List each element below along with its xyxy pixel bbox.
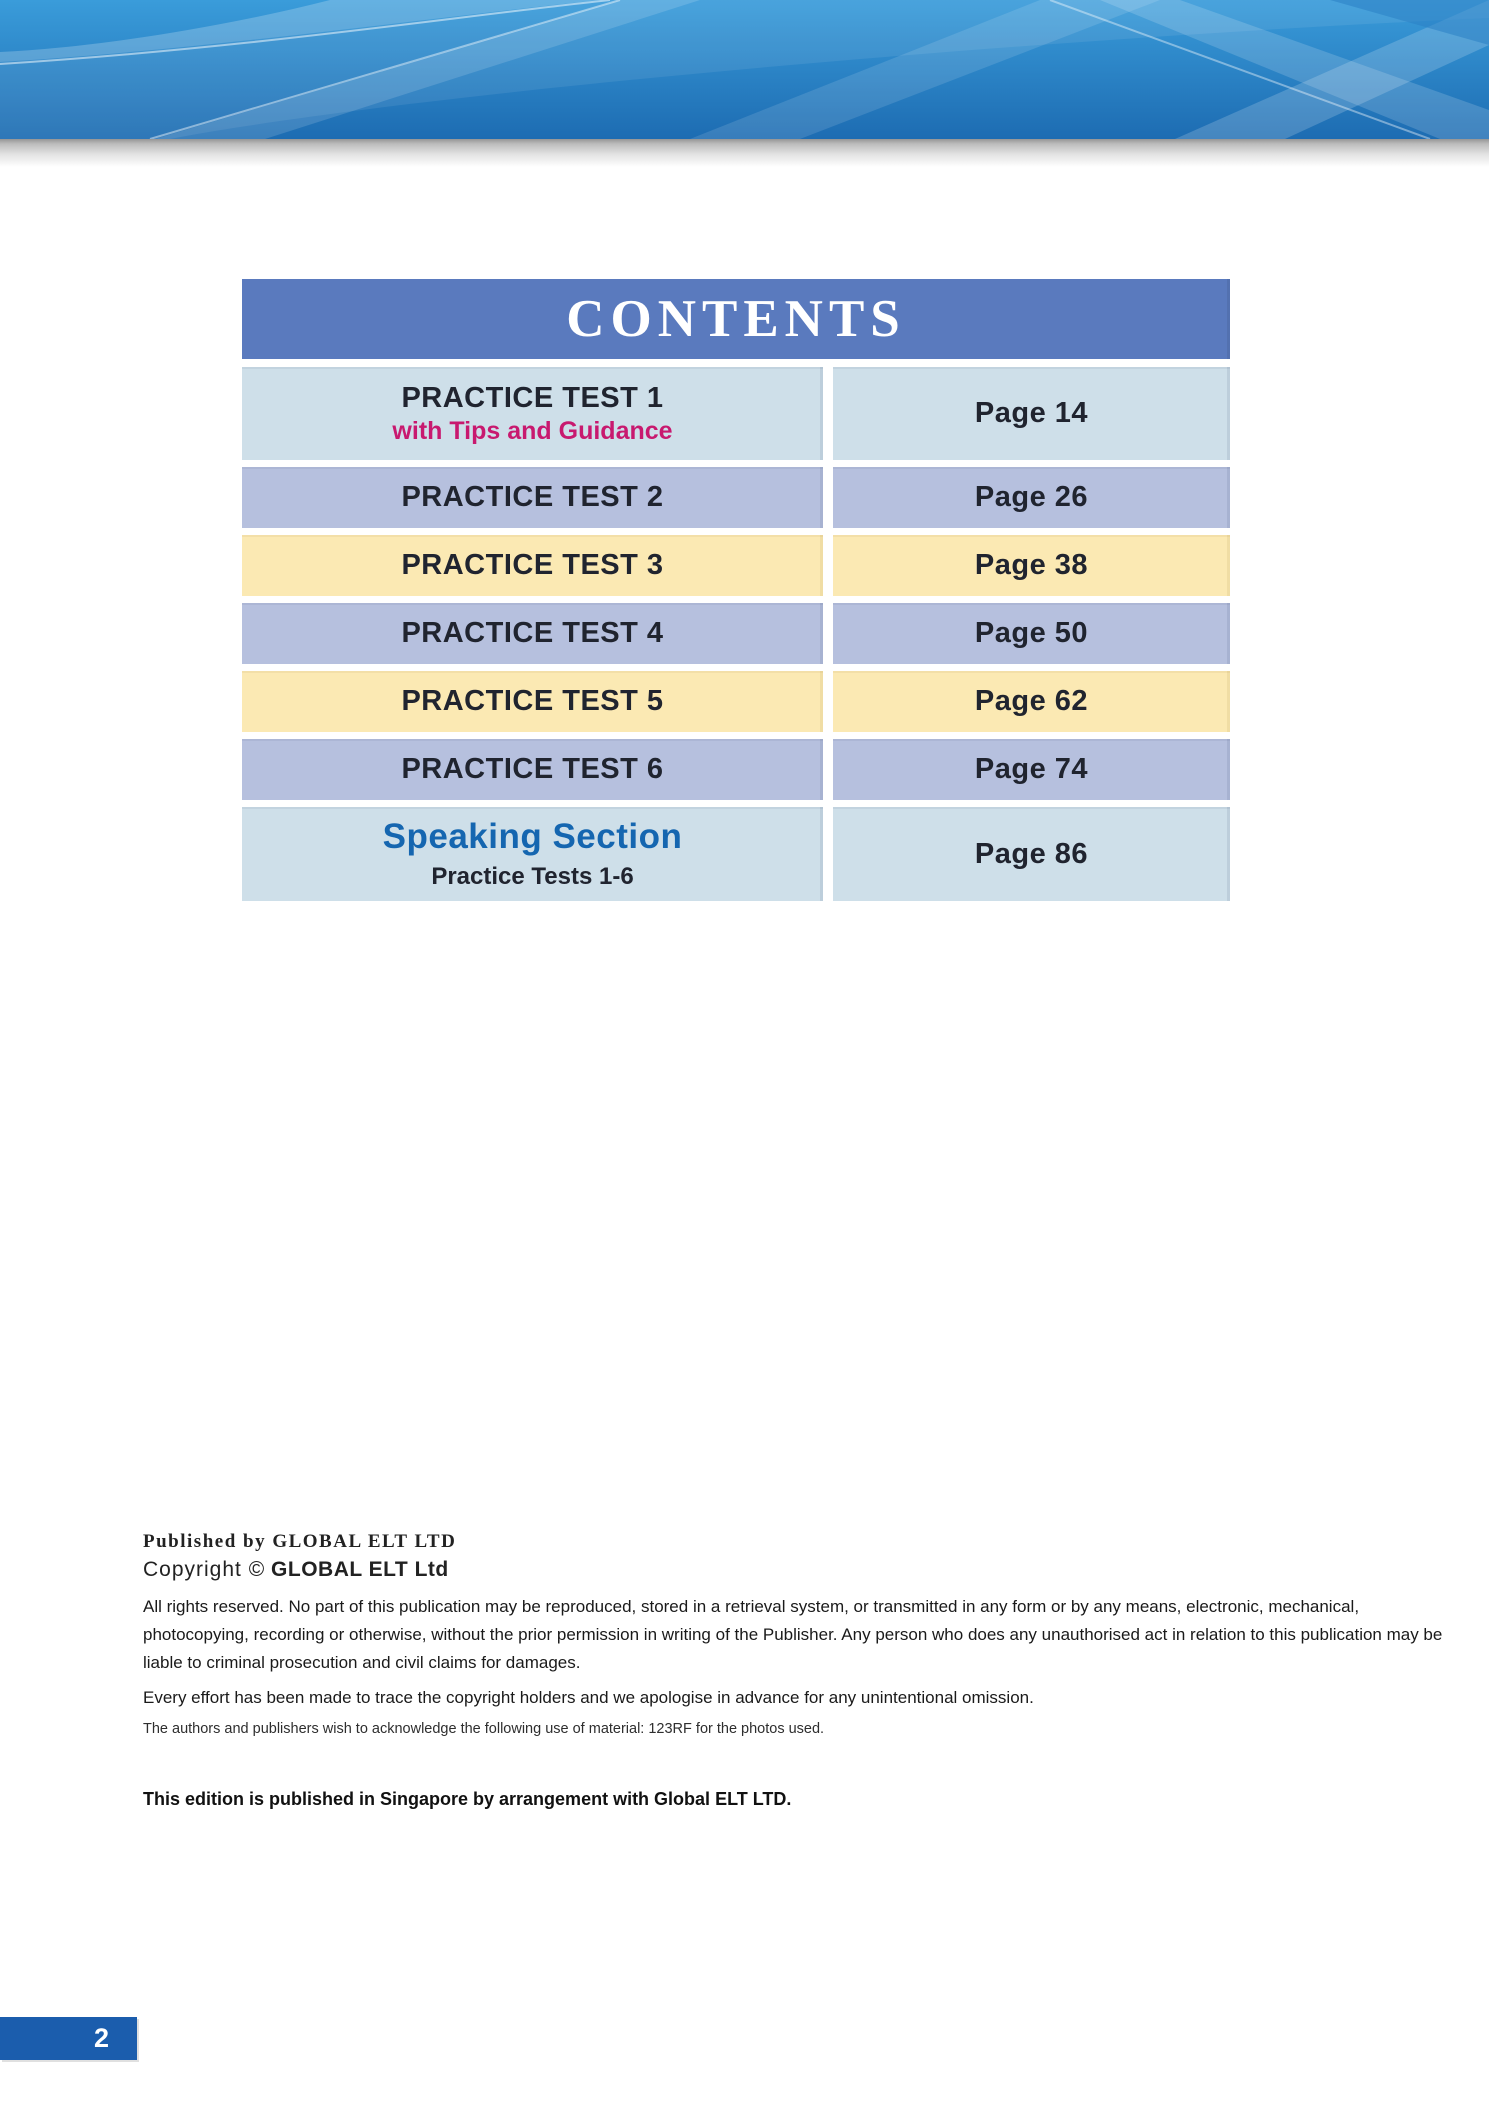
test-label: PRACTICE TEST 3 bbox=[401, 549, 664, 581]
imprint-block bbox=[143, 1531, 1443, 1810]
page-label: Page 14 bbox=[974, 397, 1089, 429]
test-label: PRACTICE TEST 4 bbox=[401, 617, 664, 649]
contents-title: CONTENTS bbox=[566, 290, 906, 348]
rights-paragraph: All rights reserved. No part of this publication may be reproduced, stored in a retrieval system, or transmitted in any form or by any means, electronic, mechanical, photocopying, recording or otherwise, without the prior permission in writing of the Publisher. Any person who does any unauthorised act in relation to this publication may be liable to criminal prosecution and civil claims for damages. bbox=[143, 1597, 1443, 1672]
page-label: Page 86 bbox=[974, 837, 1089, 870]
page-label: Page 62 bbox=[974, 685, 1089, 717]
toc-row-speaking-section bbox=[242, 807, 1230, 901]
page-label: Page 74 bbox=[974, 753, 1089, 785]
edition-line-text: This edition is published in Singapore by arrangement with Global bbox=[143, 1789, 716, 1809]
page-number-box bbox=[0, 2017, 137, 2060]
page-label: Page 38 bbox=[974, 549, 1089, 581]
copyright-effort-line: Every effort has been made to trace the copyright holders and we apologise in advance for any unintentional omission. bbox=[143, 1688, 1034, 1707]
copyright-prefix: Copyright © bbox=[143, 1558, 266, 1581]
toc-row-practice-test-5 bbox=[242, 671, 1230, 732]
toc-cell-page bbox=[833, 671, 1230, 732]
test-sublabel: with Tips and Guidance bbox=[392, 416, 673, 445]
toc-cell-label bbox=[242, 739, 823, 800]
toc-row-practice-test-3 bbox=[242, 535, 1230, 596]
toc-cell-page bbox=[833, 535, 1230, 596]
toc-cell-label bbox=[242, 603, 823, 664]
published-by-line: Published by GLOBAL ELT LTD bbox=[143, 1531, 457, 1552]
toc-cell-page bbox=[833, 807, 1230, 901]
toc-cell-page bbox=[833, 367, 1230, 460]
acknowledgement-line: The authors and publishers wish to acknowledge the following use of material: 123RF for the photos used. bbox=[143, 1721, 825, 1737]
banner-gray-divider bbox=[0, 139, 1489, 167]
test-label: PRACTICE TEST 1 bbox=[401, 381, 664, 414]
edition-line bbox=[143, 1789, 1443, 1810]
toc-cell-page bbox=[833, 603, 1230, 664]
contents-header bbox=[242, 279, 1230, 359]
speaking-section-title: Speaking Section bbox=[382, 817, 683, 856]
toc-row-practice-test-6 bbox=[242, 739, 1230, 800]
toc-cell-page bbox=[833, 467, 1230, 528]
toc-cell-label bbox=[242, 367, 823, 460]
edition-line-publisher: ELT LTD. bbox=[715, 1789, 792, 1809]
toc-cell-label bbox=[242, 535, 823, 596]
page-label: Page 50 bbox=[974, 617, 1089, 649]
toc-cell-label bbox=[242, 807, 823, 901]
test-label: PRACTICE TEST 2 bbox=[401, 481, 664, 513]
copyright-line bbox=[143, 1558, 1443, 1582]
banner-geometric-art bbox=[0, 0, 1489, 139]
copyright-holder: GLOBAL ELT Ltd bbox=[271, 1558, 449, 1581]
contents-table bbox=[242, 279, 1230, 908]
header-banner bbox=[0, 0, 1489, 139]
page-number: 2 bbox=[93, 2023, 109, 2053]
toc-row-practice-test-2 bbox=[242, 467, 1230, 528]
speaking-section-sublabel: Practice Tests 1-6 bbox=[431, 863, 634, 890]
toc-row-practice-test-1 bbox=[242, 367, 1230, 460]
toc-cell-label bbox=[242, 671, 823, 732]
test-label: PRACTICE TEST 6 bbox=[401, 753, 664, 785]
toc-cell-page bbox=[833, 739, 1230, 800]
test-label: PRACTICE TEST 5 bbox=[401, 685, 664, 717]
page-label: Page 26 bbox=[974, 481, 1089, 513]
toc-row-practice-test-4 bbox=[242, 603, 1230, 664]
toc-cell-label bbox=[242, 467, 823, 528]
